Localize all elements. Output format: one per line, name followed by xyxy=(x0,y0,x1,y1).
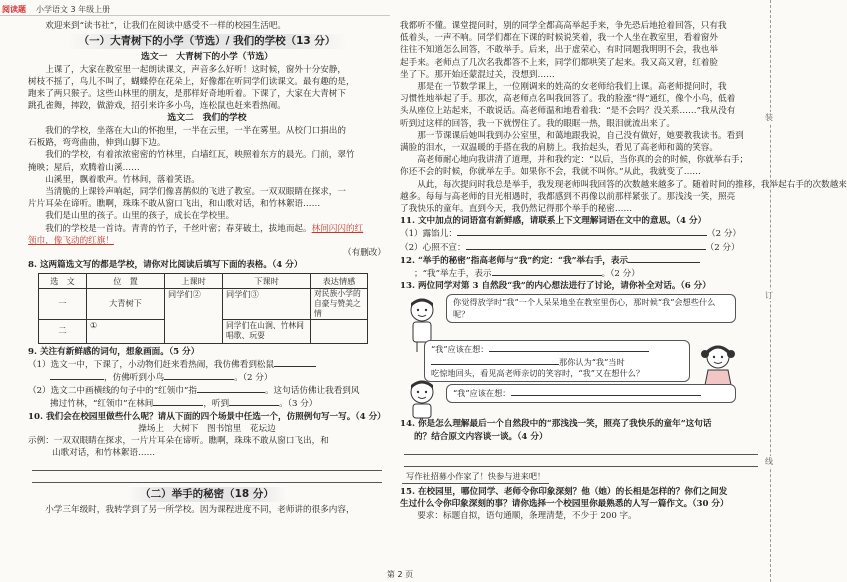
question-11-1: （1）露馅儿： （2 分） xyxy=(400,229,742,240)
left-column xyxy=(28,20,386,516)
text2-line xyxy=(28,235,386,247)
answer-line[interactable] xyxy=(404,443,758,455)
question-15: 生过什么令你印象深刻的事？请你选择一个校园里你最熟悉的人写一篇作文。（30 分） xyxy=(400,498,729,509)
answer-blank[interactable] xyxy=(274,358,316,367)
answer-cell[interactable]: ① xyxy=(87,319,165,343)
answer-line[interactable] xyxy=(32,459,382,471)
text2-title: 选文二 我们的学校 xyxy=(167,113,247,124)
comparison-table xyxy=(38,273,368,343)
answer-line[interactable] xyxy=(404,455,758,467)
answer-line[interactable] xyxy=(32,471,382,483)
speech-bubble-1: 你觉得放学时“我”一个人呆呆地坐在教室里伤心，那时候“我”会想些什么呢？ xyxy=(446,294,736,322)
question-9: 9. 关注有新鲜感的词句，想象画面。（5 分） xyxy=(28,346,200,357)
text1-title: 选文一 大青树下的小学（节选） xyxy=(141,52,273,63)
story-line: 我都听不懂。课堂提问时，别的同学全都高高举起手来，争先恐后地抢着回答，只有我 xyxy=(400,21,727,31)
question-11-2: （2）心照不宣： （2 分） xyxy=(400,242,740,253)
underlined-sentence: 领巾，像飞动的红旗！ xyxy=(28,235,114,246)
story-line: 那一节课课后她叫我到办公室里，和蔼地跟我说，自己没有做好，她要教我读书。看到 xyxy=(417,130,744,141)
table-cell: 同学们在山涧、竹林间唱歌、玩耍 xyxy=(223,319,311,343)
question-14: 14. 你是怎么理解最后一个自然段中的“那浅浅一笑，照亮了我快乐的童年”这句话 xyxy=(400,419,712,430)
answer-blank[interactable] xyxy=(153,397,203,406)
source-note: （有删改） xyxy=(343,247,386,258)
question-14: 的？结合原文内容谈一谈。（4 分） xyxy=(414,431,548,442)
brand-label: 阅读题 xyxy=(2,5,26,14)
table-cell: 大青树下 xyxy=(87,289,165,319)
answer-blank[interactable] xyxy=(628,254,700,263)
text1-line: 跳孔雀舞，摔跤，做游戏，招引来许多小鸟，连松鼠也赶来看热闹。 xyxy=(28,101,286,112)
text2-line: 我们是山里的孩子。山里的孩子，成长在学校里。 xyxy=(45,211,235,222)
question-15: 15. 在校园里，哪位同学、老师令你印象深刻？他（她）的长相是怎样的？你们之间发 xyxy=(400,486,728,497)
writing-requirements: 要求：标题自拟，语句通顺，条理清楚，不少于 200 字。 xyxy=(417,510,637,521)
speech-bubble-2: “我”应该在想： 那你认为“我”当时 吃惊地回头，看见高老师亲切的笑容时，“我”又在想什么？ xyxy=(424,340,690,381)
question-9-1: ，仿佛听到小鸟 。（2 分） xyxy=(28,371,386,384)
answer-blank[interactable] xyxy=(511,387,701,396)
text2-line: 当清脆的上课铃声响起，同学们像喜鹊似的飞进了教室。一双双眼睛在探求，一 xyxy=(45,186,346,197)
question-9-2: 拂过竹林，“红领巾”在林间 ，听到 。（3 分） xyxy=(50,399,318,410)
binding-margin xyxy=(765,0,786,582)
underlined-sentence: 林间闪闪的红 xyxy=(311,223,364,234)
story-line: 从此，每次提问时我总是举手，我发现老师叫我回答的次数越来越多了。随着时间的推移，我举起右手的次数越来 xyxy=(417,179,847,190)
story-line: 坐了下。那开始还蒙混过关，没想到…… xyxy=(400,69,555,80)
question-9-2: （2）选文二中画横线的句子中的“红领巾”指 。这句话仿佛让我看到风 xyxy=(28,386,360,397)
text1-line: 跑来了两只猴子。这些山林里的朋友，是那样好奇地听着。下课了，大家在大青树下 xyxy=(28,89,346,99)
answer-blank[interactable] xyxy=(457,227,707,236)
answer-blank[interactable] xyxy=(50,371,104,380)
dialogue-area xyxy=(400,292,762,414)
text1-line: 树枝不摇了，鸟儿不叫了，蝴蝶停在花朵上，好像都在听同学们读课文。最有趣的是， xyxy=(28,76,355,87)
table-header: 表达情感 xyxy=(311,274,368,289)
text2-line: 掩映；屋后，欢腾着山溪…… xyxy=(28,162,140,173)
writing-banner: 写作社招募小作家了！快参与进来吧！ xyxy=(400,471,762,484)
story-line: 高老师耐心地向我讲清了道理，并和我约定：“以后，当你真的会的时候，你就举右手； xyxy=(417,155,749,166)
binding-label: 线 xyxy=(765,457,773,466)
table-header: 下课时 xyxy=(223,274,311,289)
story-line: 习惯性地举起了手。那次，高老师点名叫我回答了。我的脸涨“得”通红，像个小鸟，低着 xyxy=(400,94,736,105)
story-line: 头从座位上站起来，不敢说话。高老师温和地看着我：“是不会吗？没关系……”我从没有 xyxy=(400,106,736,117)
text2-line: 片片耳朵在谛听。瞧啊，珠珠不敢从窗口飞出，和山歌对话，和竹林絮语…… xyxy=(28,199,321,210)
text2-line: 我们的学校是一首诗。青青的竹子，千丝叶密；春芽破土，拔地而起。林间闪闪的红 xyxy=(45,223,364,234)
example-text: 示例：一双双眼睛在探求，一片片耳朵在谛听。瞧啊，珠珠不敢从窗口飞出，和 xyxy=(28,435,329,446)
answer-cell[interactable]: 同学们② xyxy=(165,289,223,343)
answer-cell[interactable]: 同学们③ xyxy=(223,289,311,319)
answer-blank[interactable] xyxy=(492,267,602,276)
page-number: 第 2 页 xyxy=(386,569,414,579)
binding-label: 装 xyxy=(765,113,773,122)
table-header: 上课时 xyxy=(165,274,223,289)
intro-text: 欢迎来到“读书社”，让我们在阅读中感受不一样的校园生活吧。 xyxy=(45,21,287,31)
answer-cell[interactable] xyxy=(311,319,368,343)
answer-blank[interactable] xyxy=(229,397,279,406)
question-9-1: （1）选文一中，下课了，小动物们赶来看热闹，我仿佛看到松鼠 xyxy=(28,358,386,371)
example-text: 山歌对话，和竹林絮语…… xyxy=(52,448,156,459)
part1-title: （一）大青树下的小学（节选）/ 我们的学校（13 分） xyxy=(28,34,386,49)
question-12: ；“我”举左手，表示 。（2 分） xyxy=(414,269,640,280)
table-cell: 对民族小学的自豪与赞美之情 xyxy=(311,289,368,319)
table-header: 位 置 xyxy=(87,274,165,289)
part2-title: （二）举手的秘密（18 分） xyxy=(28,487,386,502)
story-line: 小学三年级时，我转学到了另一所学校。因为课程进度不同，老师讲的很多内容， xyxy=(45,505,355,516)
scene-options: 操场上 大树下 图书馆里 花坛边 xyxy=(138,423,276,434)
story-line: 了我快乐的童年。直到今天，我仍然记得那个举手的秘密…… xyxy=(400,204,633,215)
text2-line: 石板路，弯弯曲曲，伸到山脚下边。 xyxy=(28,138,166,149)
story-line: 往往不知道怎么回答，不敢举手。后来，出于虚荣心，有时同题我明明不会，我也举 xyxy=(400,45,718,56)
text2-line: 我们的学校，坐落在大山的怀抱里，一半在云里，一半在雾里。从校门口捐出的 xyxy=(45,125,346,136)
story-line: 越多。每每与高老师的目光相遇时，我都感到不再像以前那样紧张了。那浅浅一笑，照亮 xyxy=(400,191,736,202)
book-title: 小学语文 3 年级上册 xyxy=(36,5,111,14)
question-13: 13. 两位同学对第 3 自然段“我”的内心想法进行了讨论，请你补全对话。（6 分） xyxy=(400,281,711,292)
binding-label: 订 xyxy=(765,291,773,300)
story-line: 起手来。老师点了几次名我都答不上来，同学们都哄笑了起来。我又高又窘，红着脸 xyxy=(400,57,718,68)
story-line: 你还不会的时候，你就举左手。如果你不会，我就不叫你。”从此，我就变了…… xyxy=(400,167,701,178)
boy-student-icon xyxy=(404,378,440,418)
text2-line: 我们的学校，有着浓浓密密的竹林里，白墙红瓦，映照着东方的晨光。门前，翠竹 xyxy=(45,150,355,161)
story-line: 低着头，一声不响。同学们都在下课的时候说笑着，我一个人坐在教室里，看着窗外 xyxy=(400,33,718,44)
page-header xyxy=(0,2,390,16)
story-line: 听到过这样的回答，我一下就愣住了。我的眼眶一热，眼泪就流出来了。 xyxy=(400,118,676,129)
answer-blank[interactable] xyxy=(197,384,265,393)
answer-blank[interactable] xyxy=(466,241,706,250)
answer-blank[interactable] xyxy=(489,343,649,352)
story-line: 那是在一节数学课上，一位刚调来的姓高的女老师给我们上课。高老师提问时，我 xyxy=(417,82,727,93)
story-line: 满脸的泪水，一双温暖的手搭在我的肩膀上。我抬起头，看见了高老师和蔼的笑容。 xyxy=(400,143,718,154)
speech-bubble-3: “我”应该在想： xyxy=(446,384,736,403)
question-12: 12. “举手的秘密”指高老师与“我”约定：“我”举右手，表示 xyxy=(400,254,762,267)
answer-blank[interactable] xyxy=(431,356,559,365)
question-10: 10. 我们会在校园里做些什么呢？请从下面的四个场景中任选一个，仿照例句写一写。（4 分） xyxy=(28,411,386,422)
text1-line: 上课了，大家在教室里一起朗读课文，声音多么好听！这时候，窗外十分安静， xyxy=(45,64,346,75)
right-column xyxy=(400,20,847,522)
text2-line: 山溪里，飘着歌声。竹林间，落着笑语。 xyxy=(45,174,200,185)
table-header: 选 文 xyxy=(39,274,87,289)
question-8: 8. 这两篇选文写的都是学校，请你对比阅读后填写下面的表格。（4 分） xyxy=(28,260,303,271)
table-cell: 一 xyxy=(39,289,87,319)
question-11: 11. 文中加点的词语富有新鲜感，请联系上下文理解词语在文中的意思。（4 分） xyxy=(400,216,707,227)
table-cell: 二 xyxy=(39,319,87,343)
answer-blank[interactable] xyxy=(164,371,234,380)
